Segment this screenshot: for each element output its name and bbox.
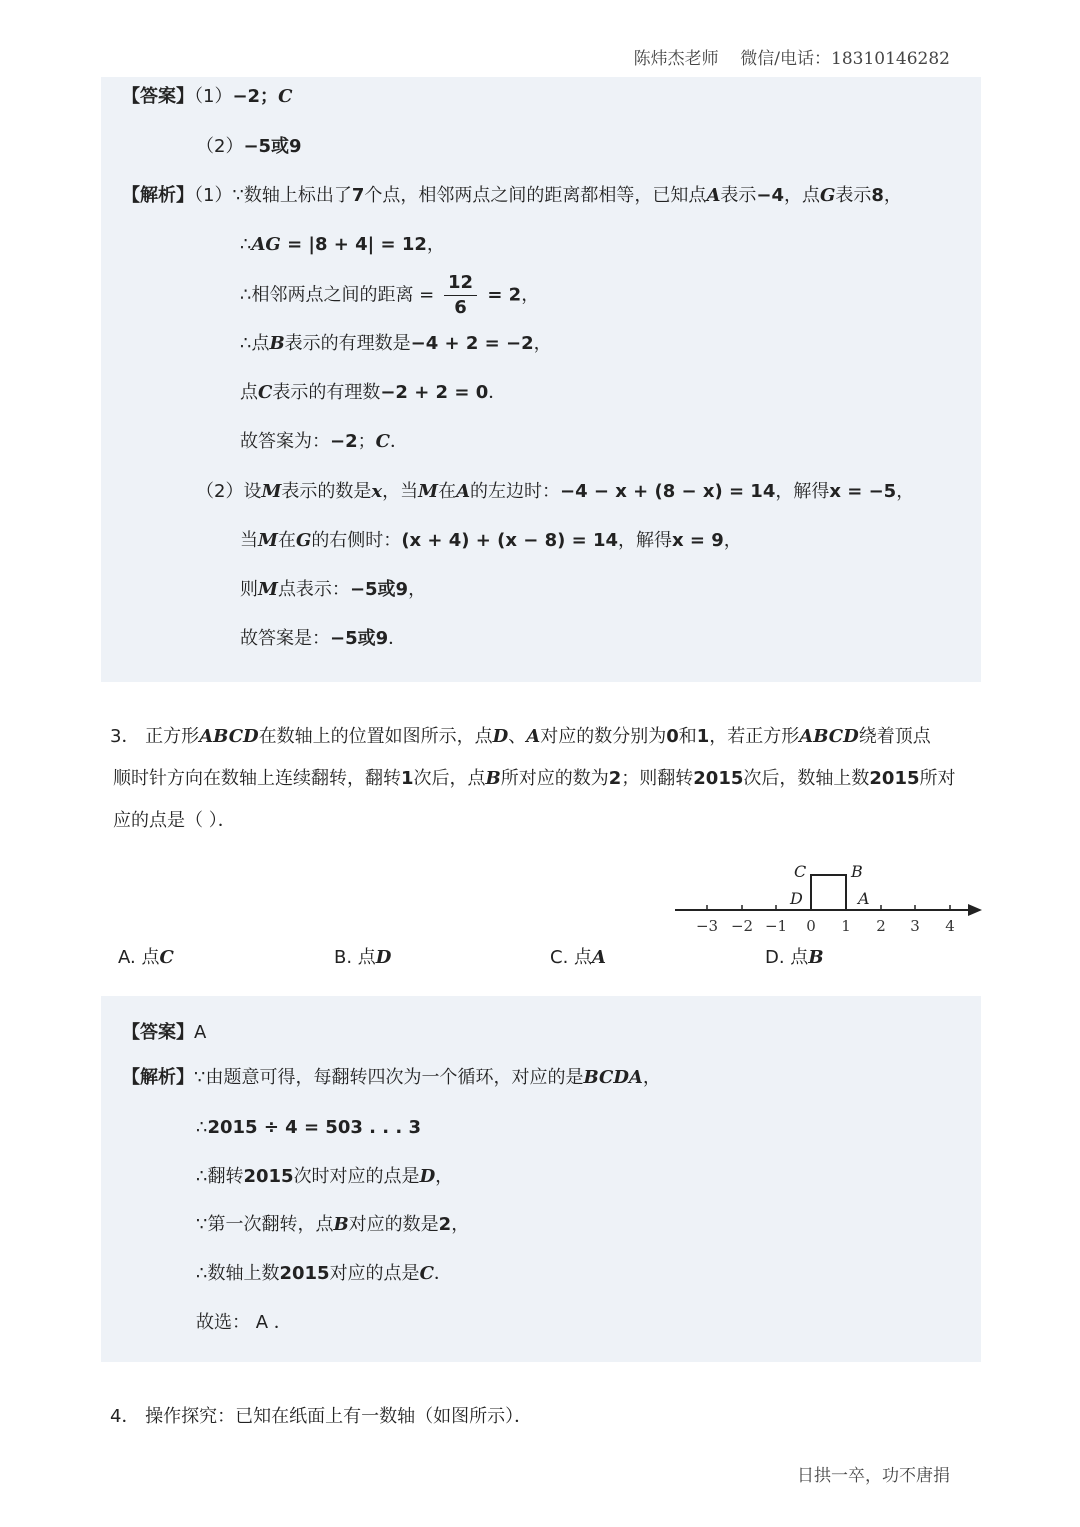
vertex-label-d: D [790, 889, 803, 908]
analysis-line-2 [196, 1119, 421, 1137]
text: ， [642, 1067, 661, 1088]
text: ， [451, 1214, 470, 1235]
analysis-line-7 [196, 483, 914, 501]
math-var: M [261, 481, 282, 502]
text: ∴ [240, 234, 252, 255]
analysis-line-4 [196, 1216, 469, 1234]
teacher-name: 陈炜杰老师 [633, 49, 719, 69]
math: −4 − x + (8 − x) = 14 [560, 481, 776, 502]
text: 故答案是： [240, 628, 330, 649]
text: ，若正方形 [709, 726, 800, 747]
text: 在数轴上的位置如图所示，点 [258, 726, 493, 747]
text: 4． 操作探究：已知在纸面上有一数轴（如图所示）． [110, 1406, 533, 1427]
math-var: B [333, 1214, 349, 1235]
math-var: G [295, 530, 312, 551]
tick-label: 2 [876, 917, 886, 935]
axis-arrow [968, 904, 982, 916]
analysis-line-9 [240, 581, 426, 599]
answer-part-prefix: （2） [196, 136, 244, 157]
option-a[interactable] [118, 949, 174, 967]
text: 的左边时： [470, 481, 561, 502]
text: 次时对应的点是 [293, 1166, 420, 1187]
text: 点 [240, 382, 258, 403]
text: ， [723, 530, 742, 551]
text: ， [883, 185, 902, 206]
option-b[interactable] [334, 949, 391, 967]
tick-label: −3 [695, 917, 719, 935]
text: ；则翻转 [621, 768, 694, 789]
text: 所对 [919, 768, 956, 789]
math: −4 [756, 185, 785, 206]
math: 2015 ÷ 4 = 503 . . . 3 [207, 1117, 421, 1138]
math: 2015 [869, 768, 920, 789]
text: （1）∵数轴上标出了 [194, 185, 352, 206]
math: −2 + 2 = 0 [380, 382, 489, 403]
footer-motto: 日拱一卒，功不唐捐 [797, 1466, 950, 1486]
answer-line-2 [196, 138, 302, 156]
analysis-line-1 [122, 187, 902, 205]
text: 应的点是（ ）． [113, 810, 236, 831]
math-var: B [485, 768, 501, 789]
number-line-figure [670, 858, 990, 938]
text: ，当 [382, 481, 419, 502]
page-footer [797, 1461, 950, 1486]
math-var: ABCD [199, 726, 259, 747]
text: ∵第一次翻转，点 [196, 1214, 334, 1235]
text: ． [388, 628, 407, 649]
contact-info: 微信/电话：18310146282 [740, 49, 950, 69]
question-3-line-2 [113, 770, 956, 788]
math: −5或9 [349, 579, 409, 600]
math: −5或9 [330, 628, 389, 649]
math-var: D [419, 1166, 436, 1187]
text: 绕着顶点 [858, 726, 931, 747]
math-var: ABCD [799, 726, 859, 747]
option-label: B. 点 [334, 947, 376, 968]
vertex-label-b: B [851, 862, 863, 881]
option-point: D [375, 947, 392, 968]
text: ∴数轴上数 [196, 1263, 280, 1284]
text: ∴ [196, 1117, 208, 1138]
text: ， [408, 579, 427, 600]
page-header [634, 44, 950, 69]
math-var: M [258, 530, 278, 551]
math: 1 [696, 726, 710, 747]
tick-label: 3 [910, 917, 920, 935]
text: 则 [240, 579, 258, 600]
text: ，点 [784, 185, 821, 206]
answer-part-prefix: （1） [194, 86, 233, 107]
text: 次后，数轴上数 [743, 768, 870, 789]
tick-labels [696, 917, 955, 935]
option-c[interactable] [550, 949, 606, 967]
text: 顺时针方向在数轴上连续翻转，翻转 [113, 768, 401, 789]
math: = |8 + 4| = 12 [280, 234, 427, 255]
analysis-line-6 [196, 1314, 292, 1332]
text: 所对应的数为 [500, 768, 609, 789]
math: 8 [871, 185, 884, 206]
text: 个点，相邻两点之间的距离都相等，已知点 [364, 185, 707, 206]
analysis-line-2 [240, 236, 445, 254]
text: 在 [438, 481, 457, 502]
math: −4 + 2 = −2 [410, 333, 534, 354]
text: ， [435, 1166, 454, 1187]
math: 2 [438, 1214, 452, 1235]
analysis-tag: 【解析】 [122, 1067, 194, 1088]
answer-tag: 【答案】 [122, 86, 194, 107]
option-label: C. 点 [550, 947, 593, 968]
text: ，解得 [775, 481, 830, 502]
analysis-line-10 [240, 630, 406, 648]
text: 在 [277, 530, 296, 551]
math: −2 [330, 431, 358, 452]
math-var: AG [251, 234, 281, 255]
text: 次后，点 [413, 768, 486, 789]
solution-box-1 [101, 77, 981, 682]
math: = 2 [481, 284, 522, 306]
math: 2015 [279, 1263, 330, 1284]
question-3-line-3 [113, 812, 236, 830]
vertex-label-a: A [858, 889, 870, 908]
math-var: D [492, 726, 509, 747]
math-var: A [526, 726, 541, 747]
math: (x + 4) + (x − 8) = 14 [401, 530, 618, 551]
math-var: C [258, 382, 273, 403]
text: 故选： A ． [196, 1312, 292, 1333]
option-label: A. 点 [118, 947, 160, 968]
text: 的右侧时： [311, 530, 402, 551]
text: ∴点 [240, 333, 270, 354]
answer-tag: 【答案】 [122, 1022, 194, 1043]
text: （2）设 [196, 481, 262, 502]
tick-label: 1 [841, 917, 851, 935]
tick-label: −1 [764, 917, 788, 935]
math: 2 [608, 768, 622, 789]
text: ； [357, 431, 376, 452]
tick-label: −2 [730, 917, 754, 935]
answer-value: −5或9 [243, 136, 302, 157]
text: 和 [678, 726, 697, 747]
math-var: M [418, 481, 439, 502]
text: ， [521, 284, 540, 306]
text: ， [896, 481, 915, 502]
answer-value: −2； [232, 86, 279, 107]
text: 表示 [835, 185, 872, 206]
text: ，解得 [618, 530, 672, 551]
answer-point: C [278, 86, 293, 107]
math: x = 9 [672, 530, 724, 551]
vertex-labels [789, 862, 870, 908]
text: ， [533, 333, 552, 354]
text: 对应的点是 [329, 1263, 420, 1284]
math-var: C [375, 431, 390, 452]
text: ． [433, 1263, 452, 1284]
math: 1 [401, 768, 414, 789]
option-d[interactable] [765, 949, 824, 967]
analysis-line-1 [122, 1069, 661, 1087]
option-label: D. 点 [765, 947, 809, 968]
answer-line [122, 1024, 206, 1042]
text: 表示 [720, 185, 757, 206]
text: 点表示： [277, 579, 350, 600]
text: 对应的数分别为 [540, 726, 667, 747]
math-var: M [258, 579, 278, 600]
option-point: C [159, 947, 174, 968]
tick-label: 0 [806, 917, 816, 935]
math: 0 [666, 726, 679, 747]
analysis-line-3 [240, 273, 539, 318]
math-var: A [706, 185, 721, 206]
text: ， [426, 234, 445, 255]
analysis-tag: 【解析】 [122, 185, 194, 206]
text: ． [389, 431, 408, 452]
text: ∴相邻两点之间的距离 = [240, 284, 440, 306]
text: ∵由题意可得，每翻转四次为一个循环，对应的是 [194, 1067, 584, 1088]
math-var: x [371, 481, 383, 502]
analysis-line-5 [240, 384, 506, 402]
text: 表示的有理数是 [284, 333, 411, 354]
analysis-line-4 [240, 335, 552, 353]
option-point: A [592, 947, 606, 968]
answer-value: A [194, 1022, 207, 1043]
text: 故答案为： [240, 431, 330, 452]
analysis-line-3 [196, 1168, 453, 1186]
text: 表示的有理数 [272, 382, 381, 403]
text: 当 [240, 530, 258, 551]
question-3-line-1 [110, 728, 931, 746]
text: ． [488, 382, 507, 403]
math-var: G [820, 185, 836, 206]
math-var: A [456, 481, 471, 502]
option-point: B [808, 947, 824, 968]
text: 、 [508, 726, 527, 747]
denominator: 6 [454, 296, 467, 318]
math: 7 [351, 185, 365, 206]
math: x = −5 [829, 481, 897, 502]
answer-line-1 [122, 88, 292, 106]
analysis-line-5 [196, 1265, 452, 1283]
math: 2015 [243, 1166, 294, 1187]
text: 3． 正方形 [110, 726, 200, 747]
square-abcd [811, 875, 846, 910]
text: 表示的数是 [281, 481, 372, 502]
analysis-line-6 [240, 433, 408, 451]
analysis-line-8 [240, 532, 742, 550]
math: 2015 [693, 768, 744, 789]
fraction [444, 273, 477, 318]
text: 对应的数是 [348, 1214, 439, 1235]
math-var: B [269, 333, 285, 354]
tick-label: 4 [945, 917, 955, 935]
question-4 [110, 1408, 532, 1426]
text: ∴翻转 [196, 1166, 244, 1187]
math-var: C [419, 1263, 434, 1284]
numerator: 12 [444, 273, 477, 296]
math-var: BCDA [583, 1067, 643, 1088]
vertex-label-c: C [794, 862, 807, 881]
